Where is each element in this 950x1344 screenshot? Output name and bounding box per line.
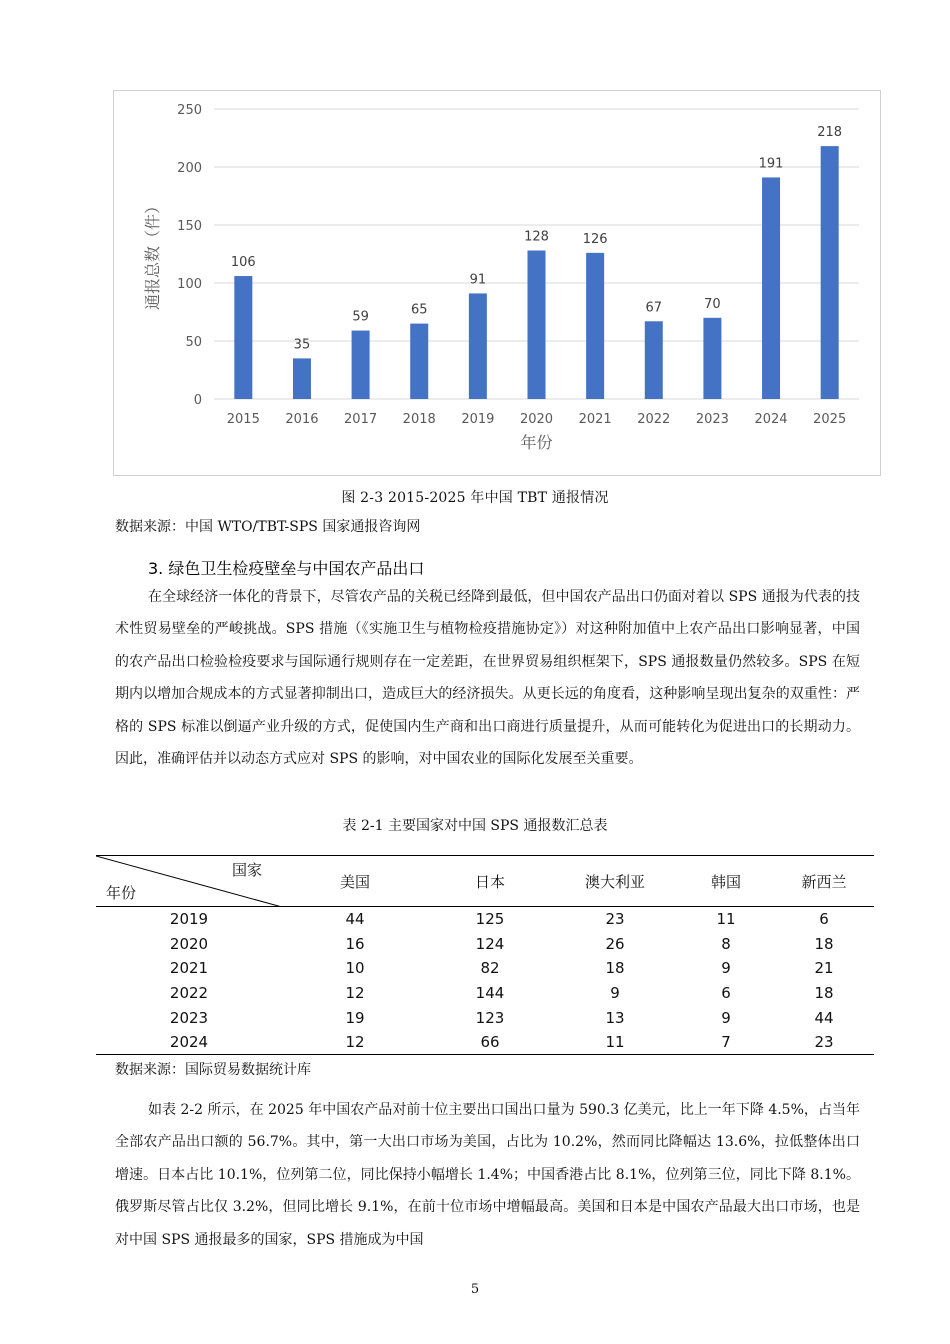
value-cell: 11 <box>605 1033 625 1052</box>
column-header: 日本 <box>474 872 505 891</box>
table-row <box>96 981 874 1006</box>
table-row <box>96 907 874 932</box>
value-cell: 18 <box>814 983 834 1002</box>
value-cell: 66 <box>480 1033 500 1052</box>
bar <box>293 358 311 399</box>
x-tick-label: 2016 <box>285 412 319 427</box>
x-tick-label: 2023 <box>695 412 729 427</box>
corner-label-country: 国家 <box>231 861 262 879</box>
value-cell: 44 <box>814 1008 834 1027</box>
table-row <box>96 1005 874 1030</box>
x-tick-label: 2024 <box>754 412 788 427</box>
value-cell: 16 <box>345 934 365 953</box>
x-tick-label: 2019 <box>461 412 495 427</box>
data-label: 35 <box>293 337 311 353</box>
x-tick-label: 2018 <box>402 412 436 427</box>
value-cell: 23 <box>605 910 625 929</box>
x-axis-title: 年份 <box>520 433 553 452</box>
bar <box>469 293 487 399</box>
bar <box>762 177 780 399</box>
x-tick-label: 2022 <box>637 412 671 427</box>
value-cell: 12 <box>345 983 365 1002</box>
figure-caption: 图 2-3 2015-2025 年中国 TBT 通报情况 <box>341 490 609 506</box>
x-tick-label: 2021 <box>578 412 612 427</box>
section-paragraph: 在全球经济一体化的背景下，尽管农产品的关税已经降到最低，但中国农产品出口仍面对着以 SPS 通报为代表的技术性贸易壁垒的严峻挑战。SPS 措施（《实施卫生与植物检疫措施协定》）对这种附加值中上农产品出口影响显著，中国的农产品出口检验检疫要求与国际通行规则存在一定差距，在世界贸易组织框架下，SPS 通报数量仍然较多。SPS 在短期内以增加合规成本的方式显著抑制出口，造成巨大的经济损失。从更长远的角度看，这种影响呈现出复杂的双重性：严格的 SPS 标准以倒逼产业升级的方式，促使国内生产商和出口商进行质量提升，从而可能转化为促进出口的长期动力。因此，准确评估并以动态方式应对 SPS 的影响，对中国农业的国际化发展至关重要。 <box>115 589 860 768</box>
table-row <box>96 956 874 981</box>
column-header: 澳大利亚 <box>584 872 645 891</box>
table-row <box>96 1030 874 1055</box>
y-tick-label: 100 <box>177 277 202 292</box>
value-cell: 44 <box>345 910 365 929</box>
year-cell: 2019 <box>169 910 209 929</box>
data-label: 67 <box>645 300 663 316</box>
bar <box>234 276 252 399</box>
value-cell: 18 <box>814 934 834 953</box>
data-label: 70 <box>704 296 721 312</box>
sps-table <box>96 855 874 1055</box>
data-label: 191 <box>758 156 784 172</box>
x-tick-label: 2020 <box>519 412 554 427</box>
value-cell: 9 <box>721 1008 731 1027</box>
bar <box>645 321 663 399</box>
value-cell: 18 <box>605 959 625 978</box>
figure-source: 数据来源：中国 WTO/TBT-SPS 国家通报咨询网 <box>115 519 421 535</box>
corner-label-year: 年份 <box>106 884 137 902</box>
column-header: 新西兰 <box>801 872 847 891</box>
value-cell: 23 <box>814 1033 834 1052</box>
bar <box>528 251 546 399</box>
bar-chart <box>113 90 881 476</box>
year-cell: 2022 <box>169 983 209 1002</box>
value-cell: 8 <box>721 934 731 953</box>
data-label: 65 <box>410 302 428 318</box>
year-cell: 2023 <box>169 1008 209 1027</box>
chart-svg <box>114 91 882 477</box>
data-label: 106 <box>230 255 256 271</box>
value-cell: 9 <box>610 983 620 1002</box>
value-cell: 6 <box>721 983 731 1002</box>
value-cell: 124 <box>475 934 505 953</box>
y-tick-label: 0 <box>193 393 202 408</box>
value-cell: 123 <box>475 1008 505 1027</box>
data-label: 218 <box>817 125 843 141</box>
bar <box>821 146 839 399</box>
value-cell: 7 <box>721 1033 731 1052</box>
value-cell: 21 <box>814 959 834 978</box>
value-cell: 9 <box>721 959 731 978</box>
value-cell: 6 <box>819 910 829 929</box>
y-tick-label: 150 <box>177 219 202 234</box>
bar <box>586 253 604 399</box>
table-header-row <box>96 856 874 907</box>
year-cell: 2024 <box>169 1033 209 1052</box>
table-corner-cell <box>96 856 282 907</box>
data-label: 126 <box>582 231 608 247</box>
value-cell: 26 <box>605 934 625 953</box>
analysis-paragraph: 如表 2-2 所示，在 2025 年中国农产品对前十位主要出口国出口量为 590.3 亿美元，比上一年下降 4.5%，占当年全部农产品出口额的 56.7%。其中，第一大出口市场为美国，占比为 10.2%，然而同比降幅达 13.6%，拉低整体出口增速。日本占比 10.1%，位列第二位，同比保持小幅增长 1.4%；中国香港占比 8.1%，位列第三位，同比下降 8.1%。俄罗斯尽管占比仅 3.2%，但同比增长 9.1%，在前十位市场中增幅最高。美国和日本是中国农产品最大出口市场，也是对中国 SPS 通报最多的国家，SPS 措施成为中国 <box>115 1102 860 1248</box>
value-cell: 82 <box>480 959 500 978</box>
y-tick-label: 200 <box>177 161 202 176</box>
value-cell: 10 <box>345 959 365 978</box>
data-label: 128 <box>524 229 549 245</box>
page-number: 5 <box>470 1282 480 1297</box>
table-row <box>96 931 874 956</box>
x-tick-label: 2015 <box>226 412 260 427</box>
data-label: 91 <box>469 272 487 288</box>
data-label: 59 <box>352 309 369 325</box>
bar <box>352 331 370 399</box>
bar <box>410 324 428 399</box>
x-tick-label: 2025 <box>813 412 847 427</box>
section-heading: 3. 绿色卫生检疫壁垒与中国农产品出口 <box>148 559 425 578</box>
column-header: 韩国 <box>710 872 741 891</box>
value-cell: 13 <box>605 1008 625 1027</box>
table-caption: 表 2-1 主要国家对中国 SPS 通报数汇总表 <box>342 818 608 834</box>
bar <box>703 318 721 399</box>
column-header: 美国 <box>339 872 370 891</box>
y-tick-label: 250 <box>177 103 202 118</box>
value-cell: 19 <box>345 1008 365 1027</box>
year-cell: 2021 <box>169 959 209 978</box>
table-source: 数据来源：国际贸易数据统计库 <box>115 1062 311 1078</box>
y-tick-label: 50 <box>185 335 202 350</box>
value-cell: 125 <box>475 910 505 929</box>
value-cell: 12 <box>345 1033 365 1052</box>
value-cell: 11 <box>716 910 736 929</box>
year-cell: 2020 <box>169 934 209 953</box>
y-axis-title: 通报总数（件） <box>143 197 162 311</box>
table-body <box>96 907 874 1055</box>
value-cell: 144 <box>475 983 505 1002</box>
x-tick-label: 2017 <box>344 412 378 427</box>
